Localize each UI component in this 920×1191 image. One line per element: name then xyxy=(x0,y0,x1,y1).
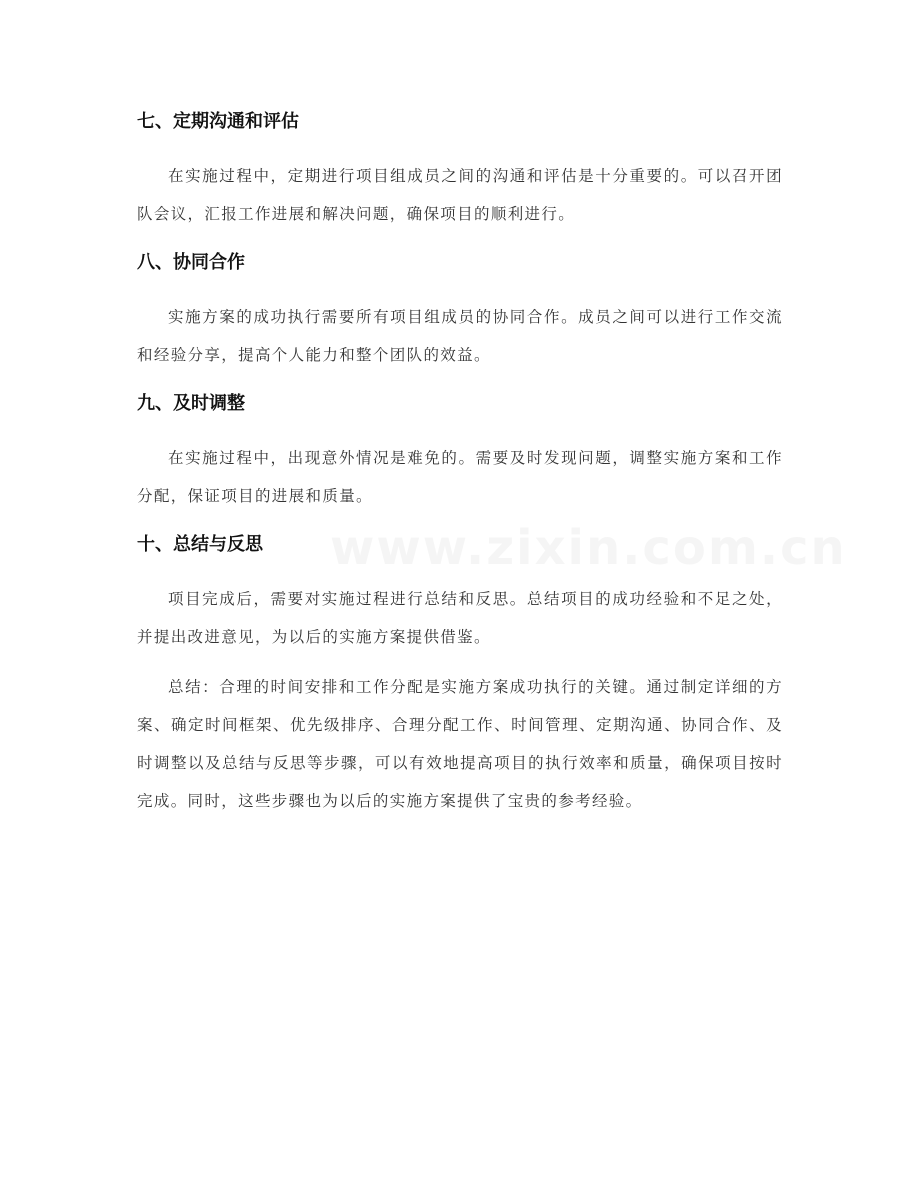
section-7 xyxy=(137,104,783,233)
watermark: www.zixin.com.cn xyxy=(330,520,847,576)
section-10 xyxy=(137,527,783,656)
section-heading: 八、协同合作 xyxy=(137,252,245,273)
section-8 xyxy=(137,245,783,374)
section-9 xyxy=(137,386,783,515)
summary-paragraph: 总结：合理的时间安排和工作分配是实施方案成功执行的关键。通过制定详细的方案、确定时间框架、优先级排序、合理分配工作、时间管理、定期沟通、协同合作、及时调整以及总结与反思等步骤，可以有效地提高项目的执行效率和质量，确保项目按时完成。同时，这些步骤也为以后的实施方案提供了宝贵的参考经验。 xyxy=(137,678,783,810)
document-body xyxy=(137,104,783,832)
section-heading: 九、及时调整 xyxy=(137,393,245,414)
section-paragraph: 项目完成后，需要对实施过程进行总结和反思。总结项目的成功经验和不足之处，并提出改进意见，为以后的实施方案提供借鉴。 xyxy=(137,590,783,646)
section-paragraph: 在实施过程中，定期进行项目组成员之间的沟通和评估是十分重要的。可以召开团队会议，汇报工作进展和解决问题，确保项目的顺利进行。 xyxy=(137,167,783,223)
section-heading: 七、定期沟通和评估 xyxy=(137,111,299,132)
section-paragraph: 实施方案的成功执行需要所有项目组成员的协同合作。成员之间可以进行工作交流和经验分享，提高个人能力和整个团队的效益。 xyxy=(137,308,783,364)
section-paragraph: 在实施过程中，出现意外情况是难免的。需要及时发现问题，调整实施方案和工作分配，保证项目的进展和质量。 xyxy=(137,449,783,505)
section-heading: 十、总结与反思 xyxy=(137,534,263,555)
